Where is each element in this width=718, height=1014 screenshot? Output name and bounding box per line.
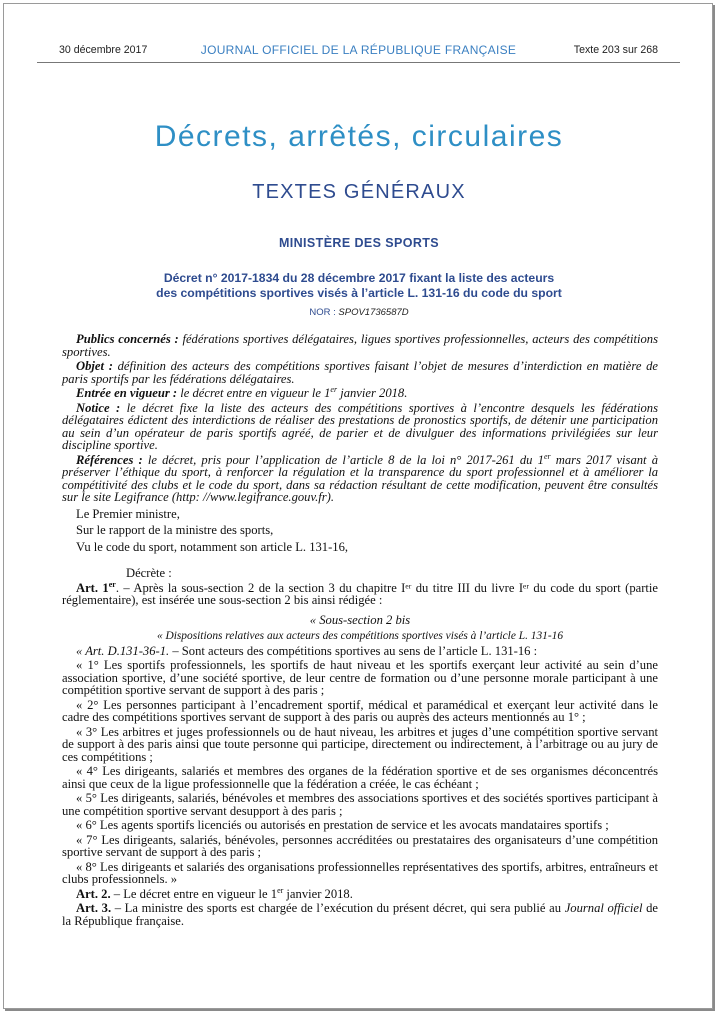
nor-reference [0, 307, 718, 318]
article-1: Art. 1er. – Après la sous-section 2 de la section 3 du chapitre Iᵉʳ du titre III du livre Iᵉʳ du code du sport (partie réglementaire), est insérée une sous-section 2 bis ainsi rédigée : [62, 579, 658, 607]
list-item: « 4° Les dirigeants, salariés et membres des organes de la fédération sportive et de ses organismes déconcentrés ainsi que ceux de la ligue professionnelle que la fédération a créée, le cas échéant ; [62, 764, 658, 791]
decree-title-line-2: des compétitions sportives visés à l’article L. 131-16 du code du sport [156, 286, 562, 300]
list-item: « 7° Les dirigeants, salariés, bénévoles, personnes accréditées ou prestataires des organisateurs d’une compétition sportive servant de support à des paris ; [62, 832, 658, 859]
decrete: Décrète : [126, 566, 172, 580]
header-text-number: Texte 203 sur 268 [573, 44, 658, 56]
decree-title [110, 271, 608, 301]
article-2: Art. 2. – Le décret entre en vigueur le 1er janvier 2018. [76, 885, 353, 901]
nor-value: SPOV1736587D [338, 307, 409, 318]
list-item: « 8° Les dirigeants et salariés des organisations professionnelles représentatives des sportifs, arbitres, entraîneurs et clubs professionnels. » [62, 859, 658, 886]
header-date: 30 décembre 2017 [59, 44, 148, 56]
summary-notice: Notice : le décret fixe la liste des acteurs des compétitions sportives à l’encontre desquels les fédérations délégataires édictent des interdictions de réaliser des prestations de pronostics sportifs, de détenir une participation au sein d’un opérateur de paris sportifs agréé, de parier et de divulguer des informations privilégiées sur leur discipline sportive. [62, 400, 658, 452]
summary [62, 333, 658, 504]
section-title: Décrets, arrêtés, circulaires [154, 120, 564, 153]
header-divider [37, 62, 680, 63]
summary-references: Références : le décret, pris pour l’application de l’article 8 de la loi n° 2017-261 du 1er mars 2017 visant à préserver l’éthique du sport, à renforcer la régulation et la transparence du sport professionnel et à améliorer la compétitivité des clubs et le code du sport, dans sa rédaction résultant de cette modification, peuvent être consultés sur le site Legifrance (http: //www.legifrance.gouv.fr). [62, 451, 658, 504]
section-subtitle: TEXTES GÉNÉRAUX [252, 181, 466, 203]
preamble [62, 508, 658, 580]
decree-title-line-1: Décret n° 2017-1834 du 28 décembre 2017 fixant la liste des acteurs [163, 271, 555, 285]
preamble-line-2: Sur le rapport de la ministre des sports, [76, 523, 274, 537]
summary-entree: Entrée en vigueur : le décret entre en vigueur le 1er janvier 2018. [76, 384, 408, 400]
article-3: Art. 3. – La ministre des sports est chargée de l’exécution du présent décret, qui sera publié au Journal officiel de la République française. [62, 901, 659, 928]
article-d-intro: « Art. D.131-36-1. – Sont acteurs des compétitions sportives au sens de l’article L. 131-16 : [76, 643, 538, 658]
summary-objet: Objet : définition des acteurs des compétitions sportives faisant l’objet de mesures d’interdiction en matière de paris sportifs par les fédérations délégataires. [62, 359, 658, 386]
summary-publics: Publics concernés : fédérations sportives délégataires, ligues sportives professionnelles, acteurs des compétitions sportives. [62, 332, 658, 359]
article-d-131-36-1 [62, 645, 658, 886]
header-journal-title: JOURNAL OFFICIEL DE LA RÉPUBLIQUE FRANÇAISE [200, 43, 517, 57]
list-item: « 1° Les sportifs professionnels, les sportifs de haut niveau et les sportifs exerçant leur activité au sein d’une association sportive, d’une société sportive, de leur centre de formation ou d’une personne morale participant à une compétition sportive servant de support à des paris ; [62, 658, 658, 697]
preamble-line-1: Le Premier ministre, [76, 506, 180, 521]
articles [62, 579, 659, 928]
subsection-subtitle: « Dispositions relatives aux acteurs des compétitions sportives visés à l’article L. 131-16 [156, 630, 564, 642]
ministry-name: MINISTÈRE DES SPORTS [278, 236, 440, 250]
list-item: « 2° Les personnes participant à l’encadrement sportif, médical et paramédical et exerçant leur activité dans le cadre des compétitions sportives servant de support à des paris ou auprès des acteurs mentionnés au 1° ; [62, 697, 658, 724]
list-item: « 3° Les arbitres et juges professionnels ou de haut niveau, les arbitres et juges d’une compétition sportive servant de support à des paris ainsi que toute personne qui participe, directement ou indirectement, à l’arbitrage ou au jury de ces compétitions ; [62, 724, 658, 764]
list-item: « 6° Les agents sportifs licenciés ou autorisés en prestation de service et les avocats mandataires sportifs ; [76, 818, 609, 832]
decree-body [62, 333, 658, 927]
preamble-line-3: Vu le code du sport, notamment son article L. 131-16, [76, 539, 349, 554]
nor-label: NOR : [309, 307, 336, 318]
list-item: « 5° Les dirigeants, salariés, bénévoles et membres des associations sportives et des sociétés sportives participant à une compétition sportive servant desupport à des paris ; [62, 791, 658, 818]
page-header [59, 44, 658, 60]
subsection-title: « Sous-section 2 bis [309, 612, 411, 627]
